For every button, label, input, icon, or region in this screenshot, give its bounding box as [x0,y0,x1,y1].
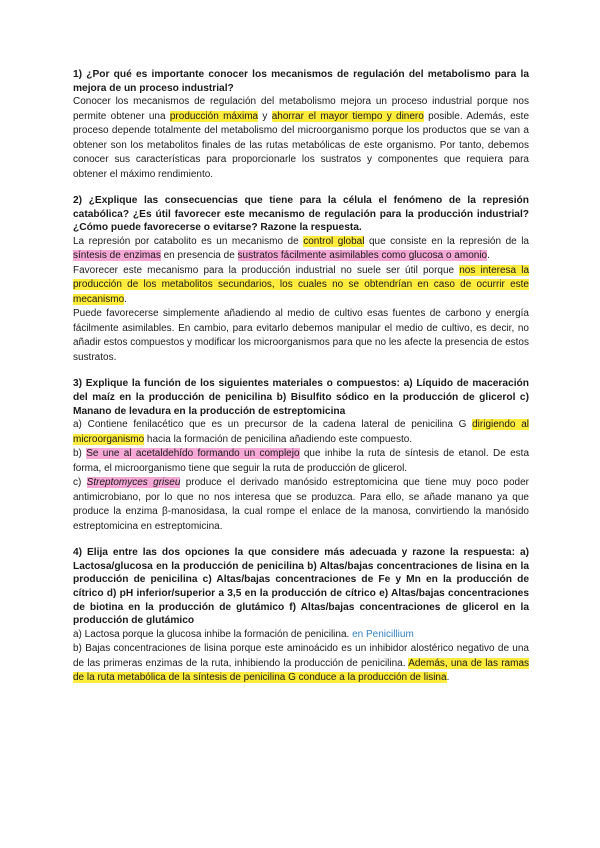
highlight-pink: sustratos fácilmente asimilables como glucosa o amonio [237,250,488,262]
answer-2-paragraph-2 [73,264,529,308]
text-run: La represión por catabolito es un mecanismo de [73,235,304,247]
text-run: posible. Además, este proceso depende totalmente del metabolismo del microorganismo porque los productos que se van a obtener son los metabolitos finales de las rutas metabólicas de este organismo. Por tanto, debemos conocer sus características para proporcionarle los sustratos y componentes que requiera para obtener el máximo rendimiento. [73,110,530,180]
question-4-heading: 4) Elija entre las dos opciones la que considere más adecuada y razone la respuesta: a) Lactosa/glucosa en la producción de penicilina b) Altas/bajas concentraciones de lisina en la producción de penicilina c) Altas/bajas concentraciones de Fe y Mn en la producción de cítrico d) pH inferior/superior a 3,5 en la producción de cítrico e) Altas/bajas concentraciones de biotina en la producción de glutámico f) Altas/bajas concentraciones de glicerol en la producción de glutámico [73,547,529,627]
text-run: a) Lactosa porque la glucosa inhibe la formación de penicilina. [73,628,350,640]
answer-3c [73,476,529,534]
section-question-1 [73,68,529,182]
text-run: c) [73,477,87,489]
section-question-4 [73,546,529,686]
answer-4a [73,628,529,643]
text-run: b) [73,448,87,460]
text-run: a) Contiene fenilacético que es un precursor de la cadena lateral de penicilina G [73,419,473,431]
text-run: . [124,293,127,305]
answer-1-paragraph [73,95,529,182]
highlight-yellow: producción máxima [169,110,259,122]
text-run: . [446,672,450,684]
highlight-yellow: control global [303,235,365,247]
text-run: Conocer los mecanismos de regulación del metabolismo mejora un proceso industrial porque nos permite obtener una [73,96,529,122]
question-2-heading: 2) ¿Explique las consecuencias que tiene para la célula el fenómeno de la represión catabólica? ¿Es útil favorecer este mecanismo de regulación para la producción industrial? ¿Cómo puede favorecerse o evitarse? Razone la respuesta. [73,195,529,234]
highlight-yellow: ahorrar el mayor tiempo y dinero [271,110,424,122]
text-run: que consiste en la represión de la [364,235,529,247]
question-1-heading: 1) ¿Por qué es importante conocer los mecanismos de regulación del metabolismo para la mejora de un proceso industrial? [73,69,529,94]
answer-3b [73,447,529,476]
text-run: y [258,110,272,122]
question-3-heading: 3) Explique la función de los siguientes materiales o compuestos: a) Líquido de maceración del maíz en la producción de penicilina b) Bisulfito sódico en la producción de glicerol c) Manano de levadura en la producción de estreptomicina [73,378,529,417]
document-page [73,68,529,698]
highlight-yellow: Además, una de las ramas de la ruta metabólica de la síntesis de penicilina G conduce a la producción de lisina [73,657,530,684]
answer-4b [73,642,529,686]
section-question-3 [73,377,529,534]
highlight-pink-species: Streptomyces griseu [86,477,181,489]
text-run: produce el derivado manósido estreptomicina que tiene muy poco poder antimicrobiano, por lo que no nos interesa que se produzca. Para ello, se añade manano ya que produce la enzima β-manosidasa, la cual rompe el enlace de la manosa, convirtiendo la manósido estreptomicina en estreptomicina. [73,477,529,532]
answer-2-paragraph-3: Puede favorecerse simplemente añadiendo al medio de cultivo esas fuentes de carbono y energía fácilmente asimilables. En cambio, para evitarlo debemos manipular el medio de cultivo, es decir, no añadir estos compuestos y modificar los microorganismos para que no les afecte la presencia de estos sustratos. [73,308,529,363]
text-run: Favorecer este mecanismo para la producción industrial no suele ser útil porque [73,264,460,276]
highlight-pink: Se une al acetaldehído formando un complejo [86,448,300,460]
text-run: hacia la formación de penicilina añadiendo este compuesto. [144,433,413,445]
highlight-yellow: nos interesa la producción de los metabolitos secundarios, los cuales no se obtendrían en caso de ocurrir este mecanismo [73,264,530,305]
highlight-pink: síntesis de enzimas [73,250,161,262]
text-run: . [487,250,490,262]
annotation-note: en Penicillium [352,628,414,640]
text-run: que inhibe la ruta de síntesis de etanol. De esta forma, el microorganismo tiene que seguir la ruta de producción de glicerol. [73,448,530,474]
answer-3a [73,418,529,447]
text-run: en presencia de [160,250,238,262]
highlight-yellow: dirigiendo al microorganismo [73,419,529,445]
answer-2-paragraph-1 [73,235,529,264]
section-question-2 [73,194,529,365]
text-run: b) Bajas concentraciones de lisina porque este aminoácido es un inhibidor alostérico negativo de una de las primeras enzimas de la ruta, inhibiendo la producción de penicilina. [73,643,529,669]
